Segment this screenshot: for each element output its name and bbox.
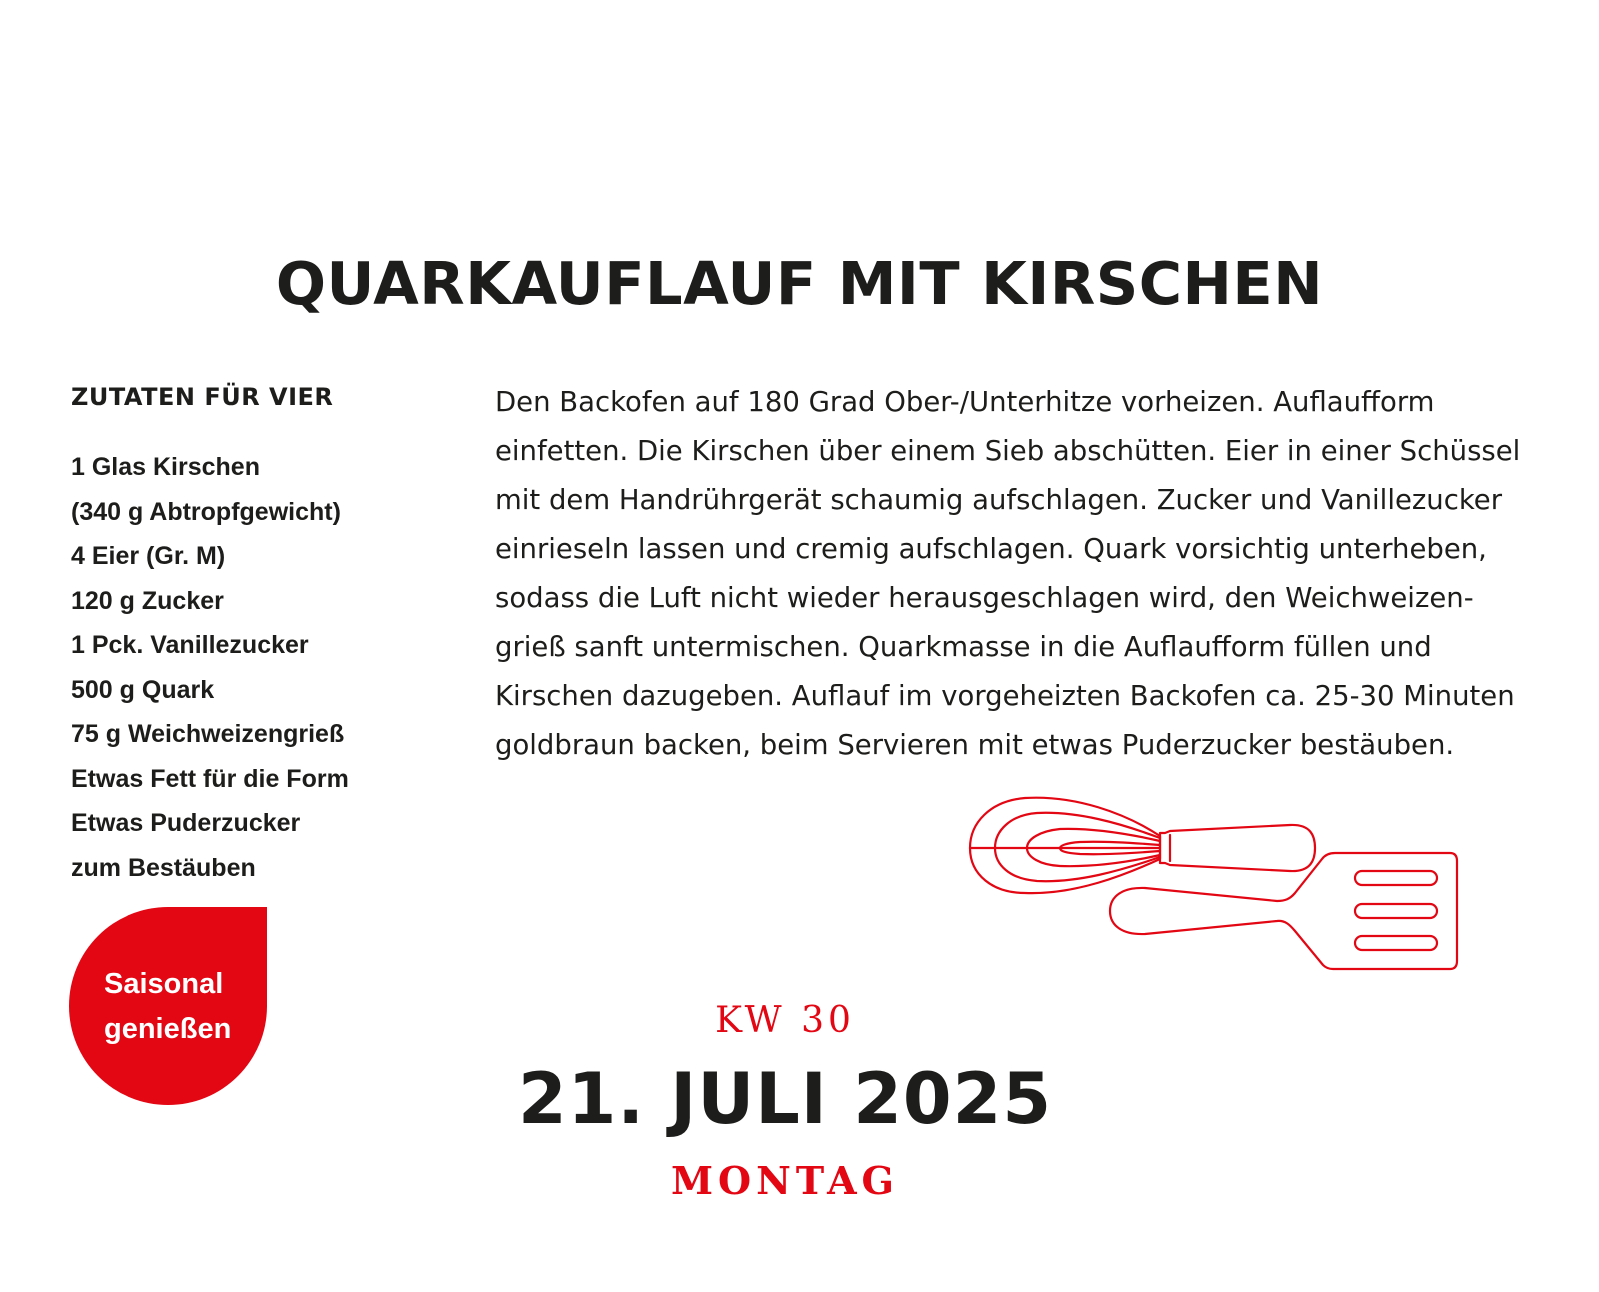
ingredient-item: zum Bestäuben — [71, 853, 256, 882]
instruction-line: mit dem Handrührgerät schaumig aufschlagen. Zucker und Vanillezucker — [495, 484, 1503, 516]
ingredient-item: Etwas Fett für die Form — [71, 764, 349, 793]
recipe-title: QUARKAUFLAUF MIT KIRSCHEN — [275, 249, 1324, 318]
ingredient-item: Etwas Puderzucker — [71, 809, 301, 838]
instruction-line: Kirschen dazugeben. Auflauf im vorgeheizten Backofen ca. 25-30 Minuten — [495, 680, 1515, 712]
badge-line: genießen — [104, 1013, 232, 1045]
recipe-instructions — [495, 378, 1555, 770]
instruction-line: goldbraun backen, beim Servieren mit etwas Puderzucker bestäuben. — [495, 729, 1455, 761]
calendar-weekday: MONTAG — [670, 1158, 900, 1203]
ingredient-item: 500 g Quark — [71, 675, 215, 704]
badge-line: Saisonal — [104, 968, 224, 1000]
ingredient-item: 75 g Weichweizengrieß — [71, 720, 345, 749]
ingredient-item: 4 Eier (Gr. M) — [71, 542, 226, 571]
instruction-line: Den Backofen auf 180 Grad Ober-/Unterhitze vorheizen. Auflaufform — [495, 386, 1435, 418]
ingredients-list — [71, 445, 431, 890]
ingredient-item: (340 g Abtropfgewicht) — [71, 497, 341, 526]
calendar-date: 21. JULI 2025 — [517, 1058, 1053, 1140]
ingredient-item: 120 g Zucker — [71, 586, 224, 615]
calendar-week: KW 30 — [715, 1000, 855, 1041]
instruction-line: grieß sanft untermischen. Quarkmasse in die Auflaufform füllen und — [495, 631, 1432, 663]
whisk-and-spatula-icon — [965, 793, 1460, 973]
ingredients-panel — [71, 384, 431, 890]
instruction-line: einrieseln lassen und cremig aufschlagen. Quark vorsichtig unterheben, — [495, 533, 1487, 565]
ingredient-item: 1 Glas Kirschen — [71, 453, 260, 482]
ingredient-item: 1 Pck. Vanillezucker — [71, 631, 309, 660]
instruction-line: sodass die Luft nicht wieder herausgeschlagen wird, den Weichweizen- — [495, 582, 1474, 614]
ingredients-heading: ZUTATEN FÜR VIER — [71, 383, 334, 411]
instruction-line: einfetten. Die Kirschen über einem Sieb abschütten. Eier in einer Schüssel — [495, 435, 1521, 467]
